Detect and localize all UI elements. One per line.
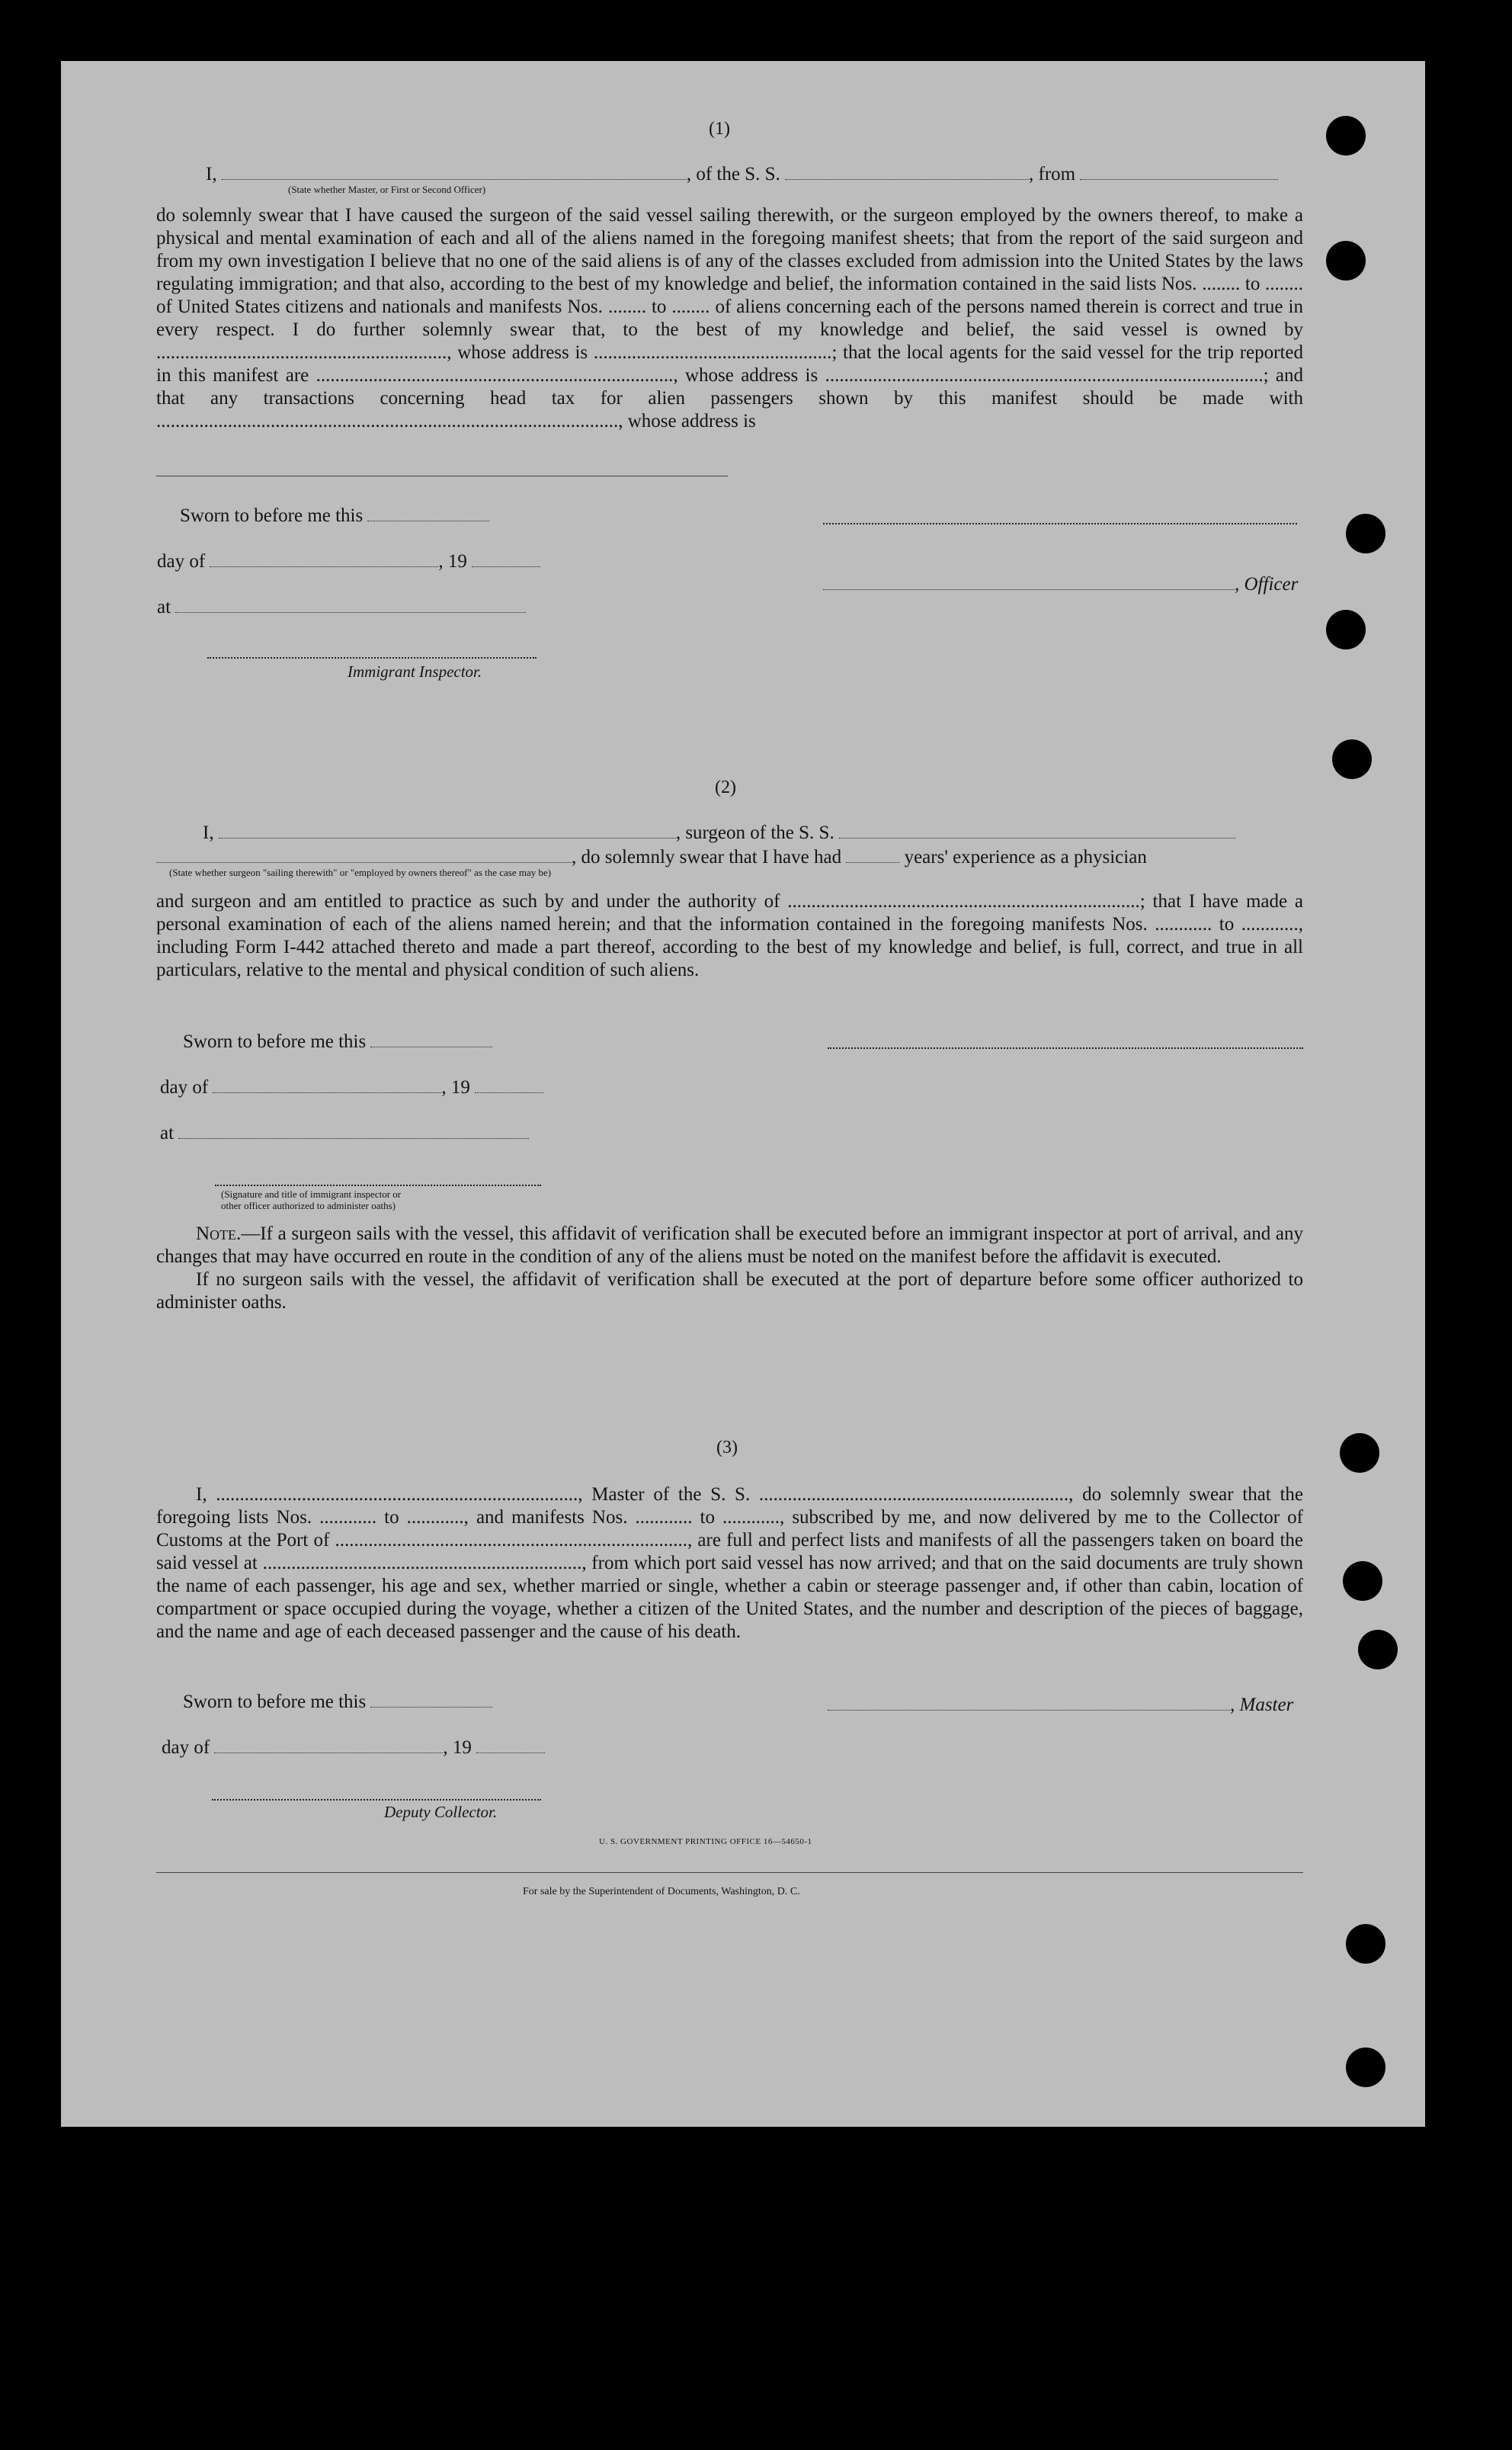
years-blank[interactable]: [846, 847, 899, 863]
surgeon-of-ss-label: , surgeon of the S. S.: [675, 823, 834, 843]
footer-rule: [156, 1872, 1303, 1873]
officer-label: , Officer: [1235, 574, 1299, 595]
section-2-body: [156, 890, 1303, 982]
note-1: [156, 1223, 1303, 1268]
year-label: , 19: [443, 1737, 472, 1758]
punch-hole: [1326, 241, 1366, 281]
experience-label: years' experience as a physician: [904, 847, 1147, 867]
sworn-line-1: [180, 505, 489, 528]
month-blank[interactable]: [214, 1737, 443, 1753]
inspector-signature-line[interactable]: [207, 657, 537, 659]
day-of-line-3: [162, 1736, 545, 1759]
at-line-1: [157, 596, 526, 619]
surgeon-vessel-blank[interactable]: [839, 823, 1235, 839]
vessel-name-blank[interactable]: [785, 164, 1029, 180]
sworn-line-3: [183, 1691, 492, 1714]
surgeon-status-caption: (State whether surgeon "sailing therewith" or "employed by owners thereof" as the case may be): [169, 867, 552, 878]
day-of-label: day of: [157, 551, 206, 572]
punch-hole: [1326, 116, 1366, 156]
section-3-body-text: I, ............................................................................, Master of the S. S. ................................................................., do solemnly swear that the foregoing lists Nos. ............ to ............, and manifests Nos. ............ to ............, subscribed by me, and now delivered by me to the Collector of Customs at the Port of .........................................................................., are full and perfect lists and manifests of all the passengers taken on board the said vessel at ..................................................................., from which port said vessel has now arrived; and that on the said documents are truly shown the name of each passenger, his age and sex, whether married or single, whether a cabin or steerage passenger and, if other than cabin, location of compartment or space occupied during the voyage, whether a citizen of the United States, and the number and description of the pieces of baggage, and the name and age of each deceased passenger and the cause of his death.: [156, 1484, 1303, 1642]
section-1-oath-line: [206, 163, 1278, 186]
sworn-day-blank[interactable]: [370, 1031, 492, 1047]
master-label: , Master: [1230, 1695, 1294, 1715]
officer-signature-blank[interactable]: [823, 574, 1235, 590]
oath-officer-signature-line[interactable]: [215, 1185, 541, 1186]
signature-line-right[interactable]: [823, 523, 1297, 524]
note-1-text: —If a surgeon sails with the vessel, this affidavit of verification shall be executed before an immigrant inspector at port of arrival, and any changes that may have occurred en route in the condition of any of the aliens must be noted on the manifest before the affidavit is executed.: [156, 1223, 1303, 1267]
note-2: If no surgeon sails with the vessel, the affidavit of verification shall be executed at the port of departure before some officer authorized to administer oaths.: [156, 1269, 1303, 1313]
at-label: at: [160, 1123, 175, 1143]
from-label: , from: [1029, 164, 1076, 184]
rank-caption: (State whether Master, or First or Second Officer): [288, 184, 486, 195]
year-blank[interactable]: [476, 1737, 545, 1753]
intro-i: I,: [206, 164, 217, 184]
swear-label: , do solemnly swear that I have had: [572, 847, 842, 867]
port-from-blank[interactable]: [1080, 164, 1278, 180]
sworn-label: Sworn to before me this: [183, 1692, 367, 1712]
punch-hole: [1332, 739, 1372, 779]
year-label: , 19: [438, 551, 467, 572]
master-signature-line: [828, 1694, 1293, 1717]
surgeon-name-blank[interactable]: [219, 823, 676, 839]
section-2-body-text: and surgeon and am entitled to practice as such by and under the authority of ..........................................................................; that I have made a personal examination of each of the aliens named herein; and that the information contained in the foregoing manifests Nos. ............ to ............, including Form I-442 attached thereto and made a part thereof, according to the best of my knowledge and belief, is full, correct, and true in all particulars, relative to the mental and physical condition of such aliens.: [156, 891, 1303, 980]
sworn-day-blank[interactable]: [370, 1692, 492, 1708]
master-signature-blank[interactable]: [828, 1695, 1230, 1711]
month-blank[interactable]: [213, 1077, 441, 1093]
sale-notice: For sale by the Superintendent of Documents, Washington, D. C.: [523, 1886, 800, 1897]
month-blank[interactable]: [210, 551, 438, 567]
surgeon-status-blank[interactable]: [156, 847, 572, 863]
punch-hole: [1326, 610, 1366, 649]
sworn-label: Sworn to before me this: [180, 505, 364, 526]
section-2-experience-line: [156, 846, 1147, 869]
punch-hole: [1343, 1561, 1382, 1601]
collector-title: [384, 1801, 497, 1823]
punch-hole: [1346, 2048, 1385, 2087]
section-2-number: (2): [715, 778, 736, 797]
signature-caption-1: (Signature and title of immigrant inspector or: [221, 1188, 402, 1200]
section-1-number: (1): [709, 119, 730, 139]
note-label: Note.: [196, 1223, 242, 1244]
day-of-line-1: [157, 550, 540, 573]
at-line-2: [160, 1122, 529, 1145]
signature-caption-2: other officer authorized to administer oaths): [221, 1200, 396, 1211]
year-blank[interactable]: [472, 551, 540, 567]
section-1-body: [156, 204, 1303, 433]
officer-signature-line: [823, 573, 1298, 596]
day-of-label: day of: [160, 1077, 209, 1098]
of-ss-label: , of the S. S.: [686, 164, 780, 184]
printing-office-imprint: U. S. GOVERNMENT PRINTING OFFICE 16—54650-1: [599, 1837, 812, 1846]
sworn-day-blank[interactable]: [367, 505, 489, 521]
sworn-label: Sworn to before me this: [183, 1031, 367, 1052]
punch-hole: [1346, 514, 1385, 553]
section-3-number: (3): [716, 1438, 738, 1457]
intro-i: I,: [203, 823, 214, 843]
inspector-title: [348, 660, 482, 683]
year-label: , 19: [441, 1077, 470, 1098]
year-blank[interactable]: [475, 1077, 543, 1093]
day-of-line-2: [160, 1076, 543, 1099]
officer-rank-blank[interactable]: [222, 164, 687, 180]
section-2-oath-line: [203, 822, 1235, 845]
inspector-label: Immigrant Inspector.: [348, 662, 482, 681]
punch-hole: [1358, 1630, 1398, 1669]
section-2-note: [156, 1223, 1303, 1314]
punch-hole: [1346, 1924, 1385, 1964]
sworn-line-2: [183, 1031, 492, 1053]
section-3-body: [156, 1483, 1303, 1643]
place-blank[interactable]: [178, 1123, 529, 1139]
collector-label: Deputy Collector.: [384, 1803, 498, 1821]
punch-hole: [1340, 1433, 1379, 1473]
at-label: at: [157, 597, 171, 617]
day-of-label: day of: [162, 1737, 210, 1758]
surgeon-signature-line[interactable]: [828, 1047, 1303, 1049]
section-1-body-text: do solemnly swear that I have caused the surgeon of the said vessel sailing therewith, or the surgeon employed by the owners thereof, to make a physical and mental examination of each and all of the aliens named in the foregoing manifest sheets; that from the report of the said surgeon and from my own investigation I believe that no one of the said aliens is of any of the classes excluded from admission into the United States by the laws regulating immigration; and that also, according to the best of my knowledge and belief, the information contained in the said lists Nos. ........ to ........ of United States citizens and nationals and manifests Nos. ........ to ........ of aliens concerning each of the persons named therein is correct and true in every respect. I do further solemnly swear that, to the best of my knowledge and belief, the said vessel is owned by ............................................................., whose address is ..................................................; that the local agents for the said vessel for the trip reported in this manifest are ..........................................................................., whose address is ............................................................................................; and that any transactions concerning head tax for alien passengers shown by this manifest should be made with ................................................................................................., whose address is: [156, 205, 1303, 431]
place-blank[interactable]: [175, 597, 526, 613]
